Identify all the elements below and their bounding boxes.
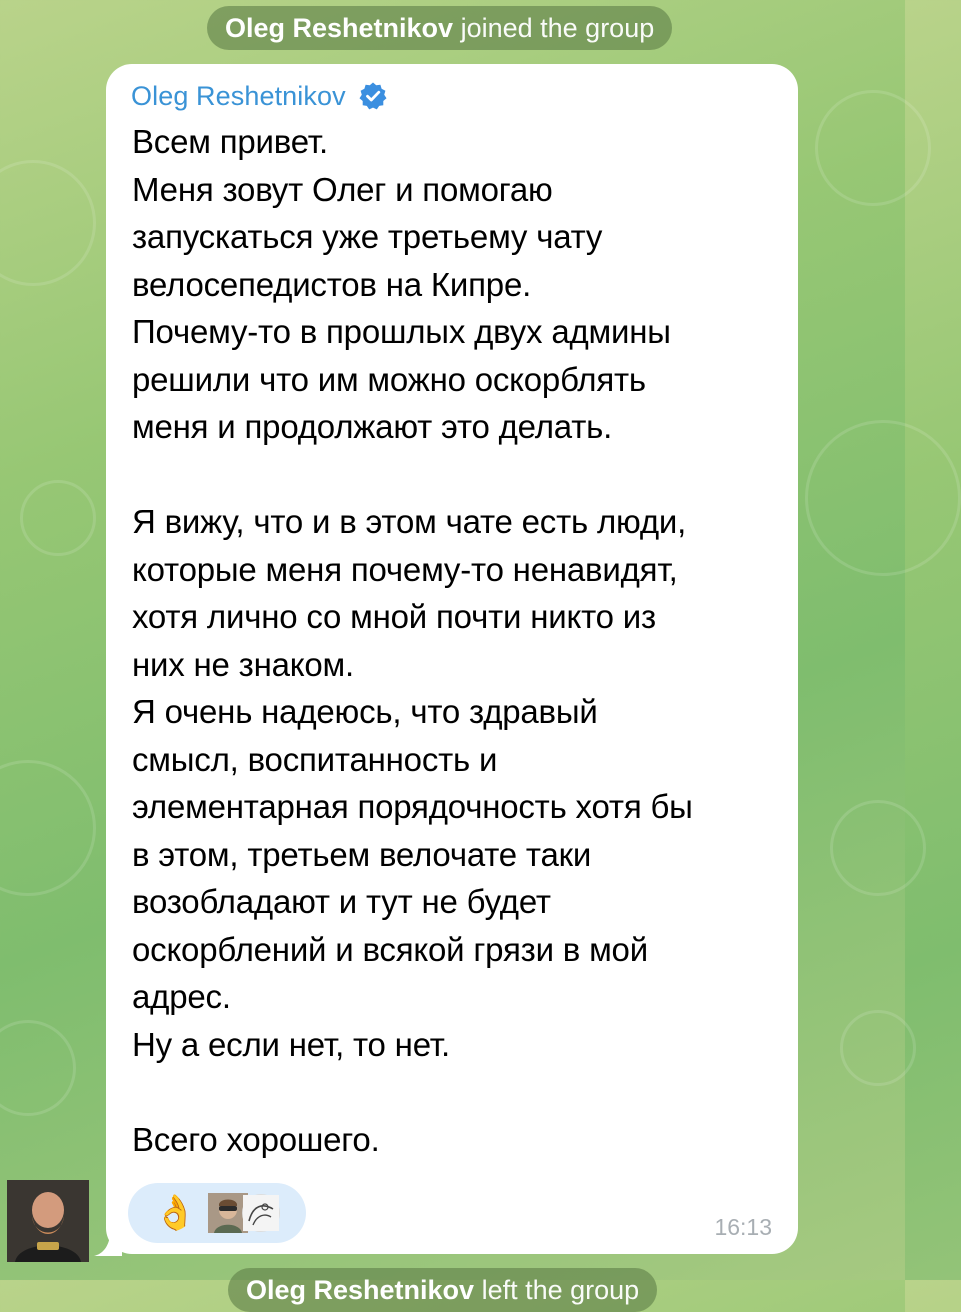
join-notice-action: joined the group xyxy=(453,13,655,43)
verified-badge-icon xyxy=(358,81,388,111)
reactor-avatar[interactable] xyxy=(242,1194,280,1232)
message-bubble[interactable] xyxy=(106,64,798,1254)
sender-avatar[interactable] xyxy=(7,1180,89,1262)
sender-name[interactable]: Oleg Reshetnikov xyxy=(131,80,346,111)
leave-notice-action: left the group xyxy=(474,1275,640,1305)
reaction-chip[interactable] xyxy=(128,1183,306,1243)
message-time: 16:13 xyxy=(714,1214,772,1240)
ok-hand-icon: 👌 xyxy=(154,1194,197,1232)
leave-notice xyxy=(228,1268,657,1312)
join-notice xyxy=(207,6,672,50)
join-notice-name[interactable]: Oleg Reshetnikov xyxy=(225,13,454,43)
leave-notice-name[interactable]: Oleg Reshetnikov xyxy=(246,1275,475,1305)
sender-row xyxy=(131,76,774,116)
message-text: Всем привет. Меня зовут Олег и помогаю запускаться уже третьему чату велосепедистов на Кипре. Почему-то в прошлых двух админы решили что им можно оскорблять меня и продолжают это делать. Я вижу, что и в этом чате есть люди, которые меня почему-то ненавидят, хотя лично со мной почти никто из них не знаком. Я очень надеюсь, что здравый смысл, воспитанность и элементарная порядочность хотя бы в этом, третьем велочате таки возобладают и тут не будет оскорблений и всякой грязи в мой адрес. Ну а если нет, то нет. Всего хорошего. xyxy=(132,123,693,1158)
